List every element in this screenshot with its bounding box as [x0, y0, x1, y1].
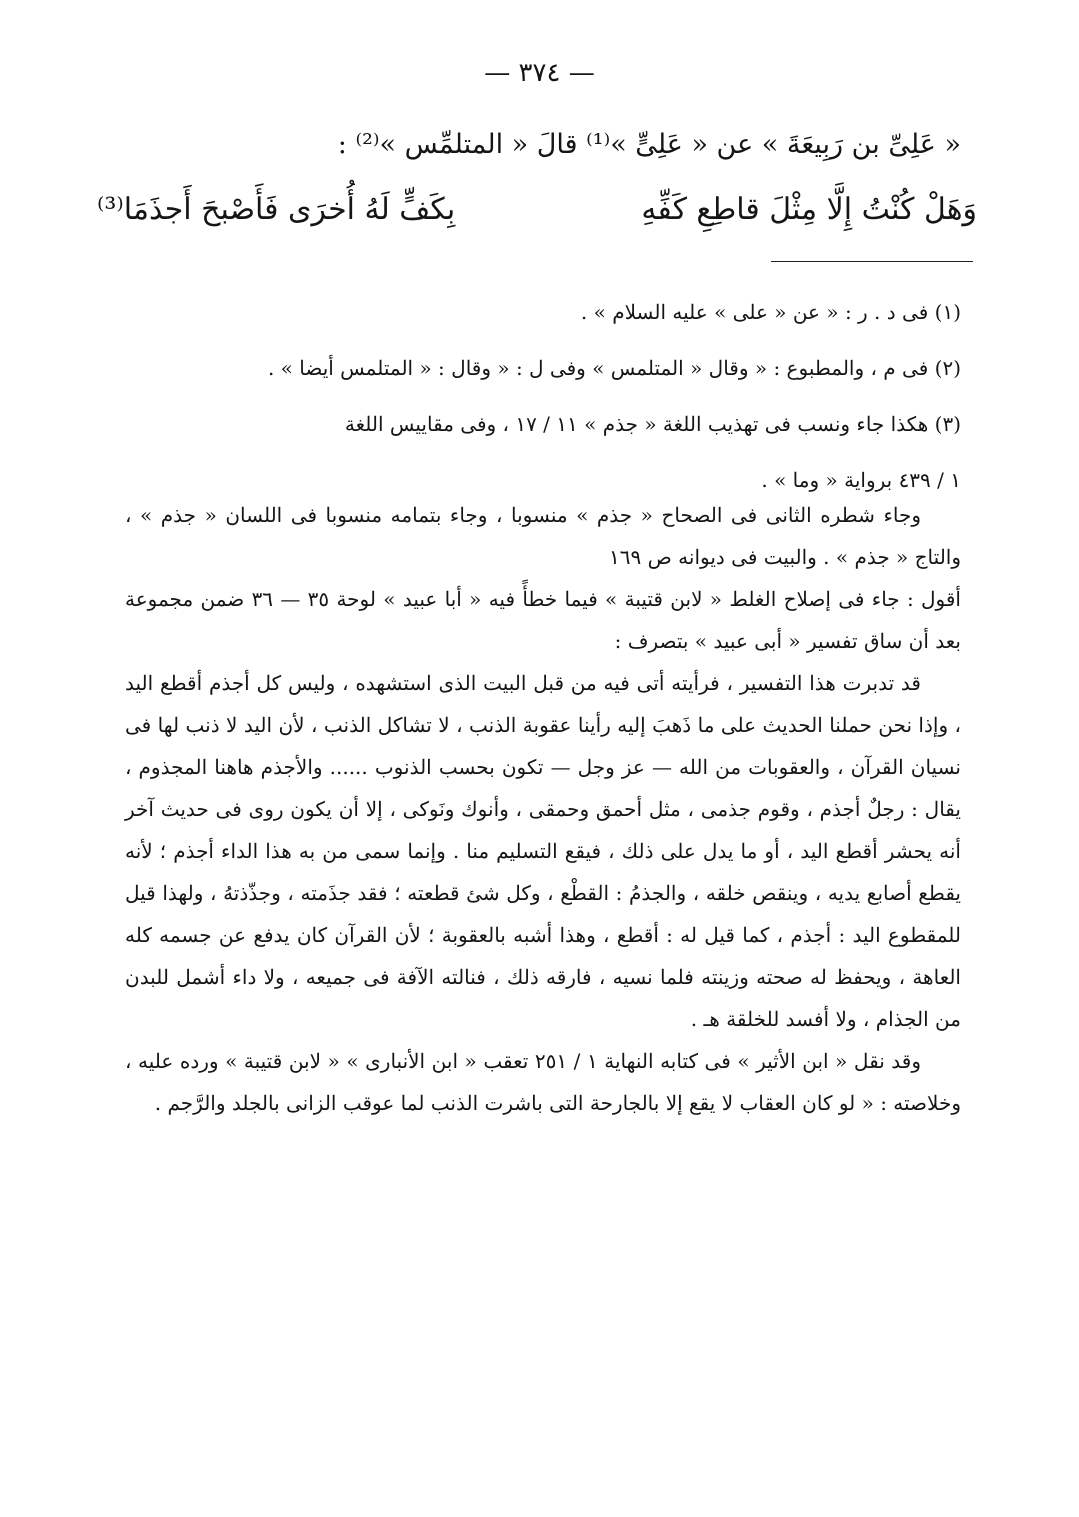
poem-verse: [97, 186, 977, 234]
footnote-1: (١) فى د . ر : « عن « على » عليه السلام » .: [580, 300, 961, 324]
verse-hemistich-second: بِكَفٍّ لَهُ أُخرَى فَأَصْبحَ أَجذَمَا⁽³⁾: [97, 192, 456, 227]
footnotes: [125, 284, 961, 508]
verse-attribution: « عَلِىِّ بن رَبِيعَةَ » عن « عَلِىٍّ »⁽¹⁾ قالَ « المتلمِّس »⁽²⁾ :: [337, 129, 961, 160]
verse-hemistich-first: وَهَلْ كُنْتُ إِلَّا مِثْلَ قاطِعِ كَفِّهِ: [641, 192, 977, 227]
page-number: — ٣٧٤ —: [484, 58, 595, 88]
paragraph: وجاء شطره الثانى فى الصحاح « جذم » منسوبا ، وجاء بتمامه منسوبا فى اللسان « جذم » ، والتاج « جذم » . والبيت فى ديوانه ص ١٦٩: [125, 503, 961, 569]
footnote-divider: [771, 261, 973, 262]
paragraph: أقول : جاء فى إصلاح الغلط « لابن قتيبة » فيما خطأً فيه « أبا عبيد » لوحة ٣٥ — ٣٦ ضمن مجموعة بعد أن ساق تفسير « أبى عبيد » بتصرف :: [125, 587, 961, 653]
paragraph: قد تدبرت هذا التفسير ، فرأيته أتى فيه من قبل البيت الذى استشهده ، وليس كل أجذم أقطع اليد ، وإذا نحن حملنا الحديث على ما ذَهبَ إليه رأينا عقوبة الذنب ، لا تشاكل الذنب ، لأن اليد لا ذنب لها فى نسيان القرآن ، والعقوبات من الله — عز وجل — تكون بحسب الذنوب ...... والأجذم هاهنا المجذوم ، يقال : رجلٌ أجذم ، وقوم جذمى ، مثل أحمق وحمقى ، وأنوك ونَوكى ، إلا أن يكون روى فى حديث آخر أنه يحشر أقطع اليد ، أو ما يدل على ذلك ، فيقع التسليم منا . وإنما سمى من به هذا الداء أجذم ؛ لأنه يقطع أصابع يديه ، وينقص خلقه ، والجذمُ : القطْع ، وكل شئ قطعته ؛ فقد جذَمته ، وجذّذتهُ ، ولهذا قيل للمقطوع اليد : أجذم ، كما قيل له : أقطع ، وهذا أشبه بالعقوبة ؛ لأن القرآن كان يدفع عن جسمه كله العاهة ، ويحفظ له صحته وزينته فلما نسيه ، فارقه ذلك ، فنالته الآفة فى جميعه ، ولا داء أشمل للبدن من الجذام ، ولا أفسد للخلقة هـ .: [125, 671, 961, 1031]
paragraph: وقد نقل « ابن الأثير » فى كتابه النهاية ١ / ٢٥١ تعقب « ابن الأنبارى » « لابن قتيبة » ورده عليه ، وخلاصته : « لو كان العقاب لا يقع إلا بالجارحة التى باشرت الذنب لما عوقب الزانى بالجلد والرَّجم .: [125, 1049, 961, 1115]
footnote-3: (٣) هكذا جاء ونسب فى تهذيب اللغة « جذم » ١١ / ١٧ ، وفى مقاييس اللغة: [344, 412, 961, 436]
commentary-text: [125, 494, 961, 1124]
footnote-2: (٢) فى م ، والمطبوع : « وقال « المتلمس » وفى ل : « وقال : « المتلمس أيضا » .: [267, 356, 961, 380]
footnote-3-continued: ١ / ٤٣٩ برواية « وما » .: [761, 468, 961, 492]
